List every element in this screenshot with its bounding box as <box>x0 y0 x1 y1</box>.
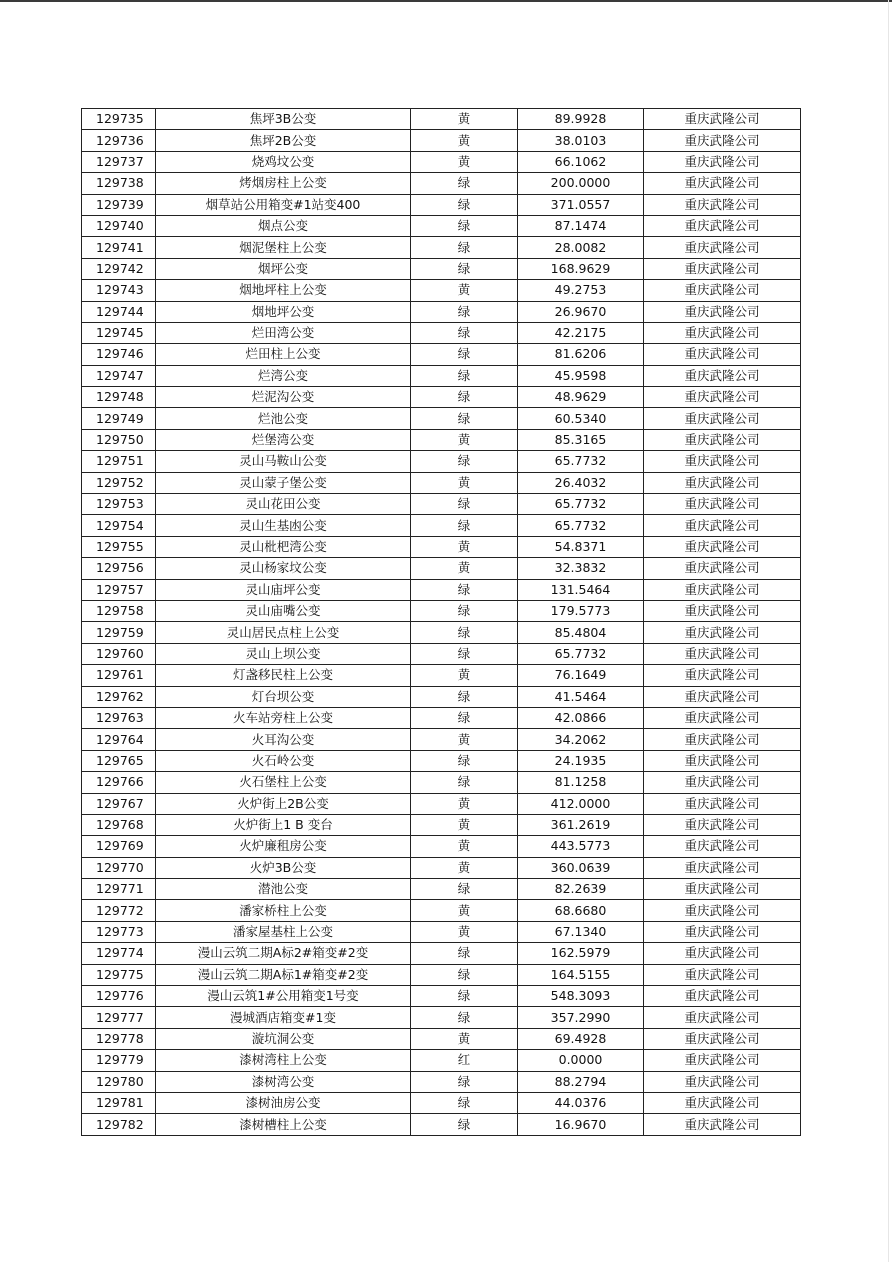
cell-transformer-name: 烂田湾公变 <box>156 322 411 343</box>
cell-id: 129777 <box>82 1007 156 1028</box>
cell-value: 45.9598 <box>518 365 644 386</box>
cell-value: 200.0000 <box>518 173 644 194</box>
table-row <box>82 429 801 450</box>
table-row <box>82 814 801 835</box>
cell-company: 重庆武隆公司 <box>644 472 801 493</box>
cell-id: 129778 <box>82 1028 156 1049</box>
cell-status: 绿 <box>411 707 518 728</box>
cell-transformer-name: 灵山上坝公变 <box>156 643 411 664</box>
cell-company: 重庆武隆公司 <box>644 109 801 130</box>
cell-transformer-name: 漆树油房公变 <box>156 1092 411 1113</box>
cell-status: 黄 <box>411 814 518 835</box>
cell-id: 129755 <box>82 536 156 557</box>
cell-status: 绿 <box>411 408 518 429</box>
cell-transformer-name: 灵山居民点柱上公变 <box>156 622 411 643</box>
cell-company: 重庆武隆公司 <box>644 1092 801 1113</box>
cell-value: 164.5155 <box>518 964 644 985</box>
cell-id: 129744 <box>82 301 156 322</box>
cell-transformer-name: 漩坑洞公变 <box>156 1028 411 1049</box>
cell-transformer-name: 灵山花田公变 <box>156 494 411 515</box>
cell-value: 357.2990 <box>518 1007 644 1028</box>
cell-company: 重庆武隆公司 <box>644 857 801 878</box>
cell-id: 129751 <box>82 451 156 472</box>
table-row <box>82 836 801 857</box>
cell-transformer-name: 潘家桥柱上公变 <box>156 900 411 921</box>
cell-company: 重庆武隆公司 <box>644 622 801 643</box>
page-right-edge <box>888 0 889 1262</box>
table-row <box>82 558 801 579</box>
cell-company: 重庆武隆公司 <box>644 879 801 900</box>
cell-status: 绿 <box>411 237 518 258</box>
cell-company: 重庆武隆公司 <box>644 408 801 429</box>
cell-status: 绿 <box>411 622 518 643</box>
cell-transformer-name: 烤烟房柱上公变 <box>156 173 411 194</box>
cell-id: 129745 <box>82 322 156 343</box>
cell-transformer-name: 烟草站公用箱变#1站变400 <box>156 194 411 215</box>
cell-value: 85.3165 <box>518 429 644 450</box>
cell-id: 129763 <box>82 707 156 728</box>
cell-company: 重庆武隆公司 <box>644 130 801 151</box>
cell-transformer-name: 火炉街上1 B 变台 <box>156 814 411 835</box>
cell-value: 87.1474 <box>518 215 644 236</box>
cell-value: 168.9629 <box>518 258 644 279</box>
cell-company: 重庆武隆公司 <box>644 1071 801 1092</box>
cell-company: 重庆武隆公司 <box>644 344 801 365</box>
cell-value: 54.8371 <box>518 536 644 557</box>
cell-status: 黄 <box>411 536 518 557</box>
cell-status: 绿 <box>411 258 518 279</box>
cell-status: 黄 <box>411 900 518 921</box>
transformer-data-table <box>81 108 801 1136</box>
cell-id: 129742 <box>82 258 156 279</box>
cell-transformer-name: 漫山云筑二期A标2#箱变#2变 <box>156 943 411 964</box>
cell-id: 129747 <box>82 365 156 386</box>
cell-value: 412.0000 <box>518 793 644 814</box>
table-row <box>82 237 801 258</box>
table-row <box>82 365 801 386</box>
table-row <box>82 536 801 557</box>
cell-transformer-name: 灯盏移民柱上公变 <box>156 665 411 686</box>
cell-value: 68.6680 <box>518 900 644 921</box>
cell-status: 绿 <box>411 515 518 536</box>
cell-id: 129781 <box>82 1092 156 1113</box>
cell-value: 65.7732 <box>518 494 644 515</box>
table-row <box>82 986 801 1007</box>
table-row <box>82 665 801 686</box>
table-row <box>82 451 801 472</box>
cell-company: 重庆武隆公司 <box>644 451 801 472</box>
cell-company: 重庆武隆公司 <box>644 365 801 386</box>
cell-value: 371.0557 <box>518 194 644 215</box>
cell-company: 重庆武隆公司 <box>644 1007 801 1028</box>
cell-company: 重庆武隆公司 <box>644 729 801 750</box>
cell-status: 黄 <box>411 151 518 172</box>
table-row <box>82 707 801 728</box>
table-row <box>82 1071 801 1092</box>
cell-transformer-name: 火石堡柱上公变 <box>156 772 411 793</box>
cell-transformer-name: 潜池公变 <box>156 879 411 900</box>
table-row <box>82 130 801 151</box>
cell-status: 绿 <box>411 600 518 621</box>
cell-company: 重庆武隆公司 <box>644 772 801 793</box>
cell-status: 黄 <box>411 921 518 942</box>
table-row <box>82 194 801 215</box>
cell-company: 重庆武隆公司 <box>644 579 801 600</box>
cell-company: 重庆武隆公司 <box>644 258 801 279</box>
cell-company: 重庆武隆公司 <box>644 515 801 536</box>
cell-transformer-name: 烧鸡坟公变 <box>156 151 411 172</box>
cell-transformer-name: 灵山杨家坟公变 <box>156 558 411 579</box>
cell-id: 129736 <box>82 130 156 151</box>
cell-id: 129758 <box>82 600 156 621</box>
table-row <box>82 494 801 515</box>
cell-company: 重庆武隆公司 <box>644 793 801 814</box>
cell-id: 129761 <box>82 665 156 686</box>
cell-id: 129762 <box>82 686 156 707</box>
table-row <box>82 387 801 408</box>
table-row <box>82 600 801 621</box>
table-row <box>82 793 801 814</box>
cell-id: 129756 <box>82 558 156 579</box>
cell-transformer-name: 烂湾公变 <box>156 365 411 386</box>
table-row <box>82 1092 801 1113</box>
cell-company: 重庆武隆公司 <box>644 322 801 343</box>
table-row <box>82 579 801 600</box>
cell-company: 重庆武隆公司 <box>644 301 801 322</box>
cell-company: 重庆武隆公司 <box>644 600 801 621</box>
cell-transformer-name: 火炉廉租房公变 <box>156 836 411 857</box>
cell-value: 76.1649 <box>518 665 644 686</box>
table-row <box>82 857 801 878</box>
cell-id: 129774 <box>82 943 156 964</box>
cell-transformer-name: 烟地坪柱上公变 <box>156 280 411 301</box>
cell-transformer-name: 烂田柱上公变 <box>156 344 411 365</box>
cell-status: 绿 <box>411 986 518 1007</box>
cell-value: 82.2639 <box>518 879 644 900</box>
cell-company: 重庆武隆公司 <box>644 151 801 172</box>
cell-id: 129765 <box>82 750 156 771</box>
cell-company: 重庆武隆公司 <box>644 943 801 964</box>
cell-transformer-name: 烟地坪公变 <box>156 301 411 322</box>
table-row <box>82 943 801 964</box>
cell-transformer-name: 灵山庙嘴公变 <box>156 600 411 621</box>
cell-value: 85.4804 <box>518 622 644 643</box>
cell-id: 129743 <box>82 280 156 301</box>
table-row <box>82 750 801 771</box>
cell-company: 重庆武隆公司 <box>644 429 801 450</box>
cell-status: 绿 <box>411 365 518 386</box>
cell-transformer-name: 灵山生基凼公变 <box>156 515 411 536</box>
cell-status: 绿 <box>411 1071 518 1092</box>
cell-status: 绿 <box>411 1007 518 1028</box>
cell-company: 重庆武隆公司 <box>644 536 801 557</box>
cell-transformer-name: 烟泥堡柱上公变 <box>156 237 411 258</box>
table-row <box>82 109 801 130</box>
page-top-border <box>0 0 892 2</box>
cell-value: 0.0000 <box>518 1050 644 1071</box>
cell-transformer-name: 漆树槽柱上公变 <box>156 1114 411 1135</box>
cell-company: 重庆武隆公司 <box>644 558 801 579</box>
cell-value: 361.2619 <box>518 814 644 835</box>
cell-id: 129759 <box>82 622 156 643</box>
cell-id: 129746 <box>82 344 156 365</box>
cell-value: 81.6206 <box>518 344 644 365</box>
cell-transformer-name: 潘家屋基柱上公变 <box>156 921 411 942</box>
cell-value: 32.3832 <box>518 558 644 579</box>
cell-status: 绿 <box>411 1114 518 1135</box>
cell-status: 黄 <box>411 836 518 857</box>
cell-value: 42.2175 <box>518 322 644 343</box>
cell-transformer-name: 烟坪公变 <box>156 258 411 279</box>
cell-value: 81.1258 <box>518 772 644 793</box>
cell-status: 黄 <box>411 793 518 814</box>
cell-id: 129766 <box>82 772 156 793</box>
cell-status: 绿 <box>411 494 518 515</box>
cell-transformer-name: 烂堡湾公变 <box>156 429 411 450</box>
cell-id: 129769 <box>82 836 156 857</box>
cell-transformer-name: 漆树湾柱上公变 <box>156 1050 411 1071</box>
cell-value: 26.4032 <box>518 472 644 493</box>
table-row <box>82 900 801 921</box>
cell-id: 129738 <box>82 173 156 194</box>
cell-id: 129775 <box>82 964 156 985</box>
cell-value: 65.7732 <box>518 515 644 536</box>
cell-id: 129782 <box>82 1114 156 1135</box>
cell-status: 绿 <box>411 943 518 964</box>
cell-company: 重庆武隆公司 <box>644 686 801 707</box>
cell-company: 重庆武隆公司 <box>644 215 801 236</box>
cell-id: 129752 <box>82 472 156 493</box>
cell-value: 66.1062 <box>518 151 644 172</box>
table-row <box>82 1050 801 1071</box>
cell-company: 重庆武隆公司 <box>644 173 801 194</box>
table-row <box>82 686 801 707</box>
cell-company: 重庆武隆公司 <box>644 643 801 664</box>
cell-transformer-name: 灵山庙坪公变 <box>156 579 411 600</box>
cell-status: 黄 <box>411 429 518 450</box>
cell-value: 69.4928 <box>518 1028 644 1049</box>
cell-company: 重庆武隆公司 <box>644 237 801 258</box>
cell-id: 129767 <box>82 793 156 814</box>
cell-transformer-name: 漫山云筑二期A标1#箱变#2变 <box>156 964 411 985</box>
cell-id: 129773 <box>82 921 156 942</box>
cell-value: 179.5773 <box>518 600 644 621</box>
cell-status: 绿 <box>411 344 518 365</box>
table-row <box>82 622 801 643</box>
cell-value: 89.9928 <box>518 109 644 130</box>
cell-company: 重庆武隆公司 <box>644 1114 801 1135</box>
cell-transformer-name: 漫城酒店箱变#1变 <box>156 1007 411 1028</box>
cell-status: 绿 <box>411 387 518 408</box>
table-row <box>82 729 801 750</box>
table-row <box>82 964 801 985</box>
cell-status: 绿 <box>411 322 518 343</box>
cell-transformer-name: 火炉街上2B公变 <box>156 793 411 814</box>
cell-id: 129770 <box>82 857 156 878</box>
cell-value: 443.5773 <box>518 836 644 857</box>
cell-id: 129740 <box>82 215 156 236</box>
table-row <box>82 408 801 429</box>
cell-status: 黄 <box>411 857 518 878</box>
cell-company: 重庆武隆公司 <box>644 986 801 1007</box>
cell-transformer-name: 火车站旁柱上公变 <box>156 707 411 728</box>
cell-status: 绿 <box>411 879 518 900</box>
cell-id: 129772 <box>82 900 156 921</box>
table-row <box>82 344 801 365</box>
cell-transformer-name: 漫山云筑1#公用箱变1号变 <box>156 986 411 1007</box>
cell-transformer-name: 焦坪3B公变 <box>156 109 411 130</box>
table-row <box>82 301 801 322</box>
cell-id: 129768 <box>82 814 156 835</box>
cell-company: 重庆武隆公司 <box>644 194 801 215</box>
cell-value: 88.2794 <box>518 1071 644 1092</box>
cell-status: 黄 <box>411 665 518 686</box>
cell-value: 65.7732 <box>518 451 644 472</box>
cell-id: 129780 <box>82 1071 156 1092</box>
cell-status: 绿 <box>411 579 518 600</box>
cell-status: 黄 <box>411 280 518 301</box>
cell-transformer-name: 烟点公变 <box>156 215 411 236</box>
cell-value: 131.5464 <box>518 579 644 600</box>
cell-company: 重庆武隆公司 <box>644 494 801 515</box>
cell-value: 26.9670 <box>518 301 644 322</box>
cell-value: 162.5979 <box>518 943 644 964</box>
cell-status: 红 <box>411 1050 518 1071</box>
cell-value: 48.9629 <box>518 387 644 408</box>
cell-status: 黄 <box>411 558 518 579</box>
cell-id: 129764 <box>82 729 156 750</box>
cell-value: 24.1935 <box>518 750 644 771</box>
cell-value: 34.2062 <box>518 729 644 750</box>
cell-status: 绿 <box>411 301 518 322</box>
table-body <box>82 109 801 1136</box>
cell-value: 67.1340 <box>518 921 644 942</box>
cell-company: 重庆武隆公司 <box>644 921 801 942</box>
cell-status: 黄 <box>411 729 518 750</box>
cell-id: 129749 <box>82 408 156 429</box>
table-row <box>82 1007 801 1028</box>
cell-status: 绿 <box>411 772 518 793</box>
table-row <box>82 280 801 301</box>
table-row <box>82 921 801 942</box>
cell-status: 绿 <box>411 215 518 236</box>
cell-value: 42.0866 <box>518 707 644 728</box>
cell-transformer-name: 漆树湾公变 <box>156 1071 411 1092</box>
cell-company: 重庆武隆公司 <box>644 750 801 771</box>
table-row <box>82 322 801 343</box>
cell-status: 绿 <box>411 451 518 472</box>
table-row <box>82 151 801 172</box>
cell-status: 绿 <box>411 194 518 215</box>
cell-id: 129735 <box>82 109 156 130</box>
cell-status: 绿 <box>411 964 518 985</box>
cell-id: 129748 <box>82 387 156 408</box>
cell-transformer-name: 灯台坝公变 <box>156 686 411 707</box>
cell-value: 16.9670 <box>518 1114 644 1135</box>
cell-company: 重庆武隆公司 <box>644 836 801 857</box>
cell-company: 重庆武隆公司 <box>644 964 801 985</box>
cell-id: 129737 <box>82 151 156 172</box>
cell-value: 41.5464 <box>518 686 644 707</box>
cell-status: 黄 <box>411 109 518 130</box>
cell-transformer-name: 灵山蒙子堡公变 <box>156 472 411 493</box>
cell-transformer-name: 烂池公变 <box>156 408 411 429</box>
table-row <box>82 515 801 536</box>
cell-id: 129757 <box>82 579 156 600</box>
cell-id: 129771 <box>82 879 156 900</box>
cell-status: 绿 <box>411 750 518 771</box>
cell-id: 129754 <box>82 515 156 536</box>
cell-value: 60.5340 <box>518 408 644 429</box>
cell-transformer-name: 灵山枇杷湾公变 <box>156 536 411 557</box>
table-row <box>82 472 801 493</box>
cell-company: 重庆武隆公司 <box>644 387 801 408</box>
cell-status: 黄 <box>411 472 518 493</box>
table-row <box>82 215 801 236</box>
table-row <box>82 258 801 279</box>
cell-status: 绿 <box>411 643 518 664</box>
cell-id: 129760 <box>82 643 156 664</box>
cell-status: 黄 <box>411 1028 518 1049</box>
cell-company: 重庆武隆公司 <box>644 1028 801 1049</box>
cell-company: 重庆武隆公司 <box>644 900 801 921</box>
cell-transformer-name: 烂泥沟公变 <box>156 387 411 408</box>
cell-value: 38.0103 <box>518 130 644 151</box>
table-row <box>82 173 801 194</box>
cell-value: 65.7732 <box>518 643 644 664</box>
cell-company: 重庆武隆公司 <box>644 707 801 728</box>
cell-value: 360.0639 <box>518 857 644 878</box>
table-row <box>82 1114 801 1135</box>
cell-transformer-name: 火石岭公变 <box>156 750 411 771</box>
cell-value: 28.0082 <box>518 237 644 258</box>
cell-id: 129741 <box>82 237 156 258</box>
cell-id: 129739 <box>82 194 156 215</box>
table-row <box>82 772 801 793</box>
cell-id: 129776 <box>82 986 156 1007</box>
cell-id: 129750 <box>82 429 156 450</box>
cell-status: 黄 <box>411 130 518 151</box>
cell-value: 44.0376 <box>518 1092 644 1113</box>
cell-status: 绿 <box>411 1092 518 1113</box>
table-row <box>82 643 801 664</box>
cell-company: 重庆武隆公司 <box>644 814 801 835</box>
cell-company: 重庆武隆公司 <box>644 1050 801 1071</box>
cell-company: 重庆武隆公司 <box>644 665 801 686</box>
cell-value: 49.2753 <box>518 280 644 301</box>
cell-value: 548.3093 <box>518 986 644 1007</box>
cell-transformer-name: 火炉3B公变 <box>156 857 411 878</box>
table-row <box>82 879 801 900</box>
table-row <box>82 1028 801 1049</box>
cell-transformer-name: 灵山马鞍山公变 <box>156 451 411 472</box>
cell-status: 绿 <box>411 686 518 707</box>
cell-id: 129779 <box>82 1050 156 1071</box>
cell-company: 重庆武隆公司 <box>644 280 801 301</box>
cell-status: 绿 <box>411 173 518 194</box>
cell-id: 129753 <box>82 494 156 515</box>
cell-transformer-name: 火耳沟公变 <box>156 729 411 750</box>
cell-transformer-name: 焦坪2B公变 <box>156 130 411 151</box>
